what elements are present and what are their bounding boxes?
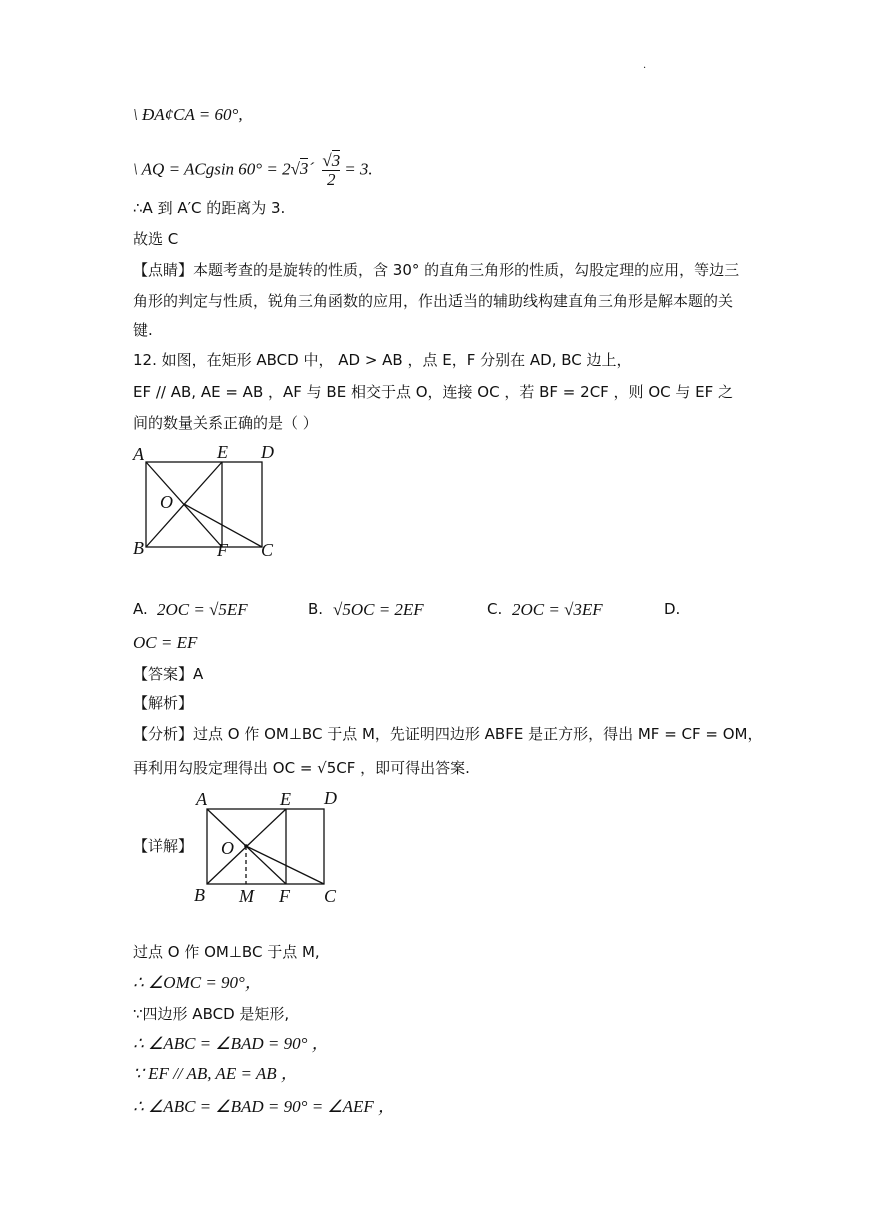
- jiexi-heading: 【解析】: [133, 694, 194, 712]
- label-E: E: [217, 442, 228, 462]
- option-c-label: C.: [487, 600, 503, 618]
- dianjing-line-3: 键.: [133, 321, 153, 339]
- label-B: B: [194, 885, 205, 905]
- option-c-text: 2OC = √3EF: [512, 600, 603, 619]
- line-3: ∴A 到 A′C 的距离为 3.: [133, 199, 286, 217]
- step-6: ∴ ∠ABC = ∠BAD = 90° = ∠AEF ，: [133, 1097, 396, 1116]
- option-d-label: D.: [664, 600, 681, 618]
- line-1: \ ÐA¢CA = 60°,: [133, 105, 243, 124]
- option-b-text: √5OC = 2EF: [333, 600, 424, 619]
- label-A: A: [196, 789, 207, 809]
- label-D: D: [261, 442, 274, 462]
- question-12-line-3: 间的数量关系正确的是（ ）: [133, 414, 318, 432]
- question-12-line-1: 12. 如图，在矩形 ABCD 中， AD > AB ，点 E，F 分别在 AD, BC 边上，: [133, 351, 632, 369]
- dianjing-line-1: 【点睛】本题考查的是旋转的性质，含 30° 的直角三角形的性质，勾股定理的应用，等边三: [133, 261, 740, 279]
- step-1: 过点 O 作 OM⊥BC 于点 M,: [133, 943, 320, 961]
- label-C: C: [261, 540, 274, 560]
- page-dot: .: [643, 60, 647, 71]
- fenxi-line-2: 再利用勾股定理得出 OC = √5CF ，即可得出答案.: [133, 759, 470, 777]
- label-C: C: [324, 886, 337, 906]
- rectangle-figure-2: [188, 788, 348, 910]
- dianjing-line-2: 角形的判定与性质，锐角三角函数的应用，作出适当的辅助线构建直角三角形是解本题的关: [133, 292, 734, 310]
- answer: 【答案】A: [133, 665, 204, 683]
- step-3: ∵四边形 ABCD 是矩形,: [133, 1005, 290, 1023]
- label-M: M: [239, 886, 254, 906]
- step-5: ∵ EF // AB, AE = AB ，: [133, 1064, 298, 1083]
- step-4: ∴ ∠ABC = ∠BAD = 90° ，: [133, 1034, 329, 1053]
- label-A: A: [133, 444, 144, 464]
- option-a-text: 2OC = √5EF: [157, 600, 248, 619]
- fenxi-line-1: 【分析】过点 O 作 OM⊥BC 于点 M，先证明四边形 ABFE 是正方形，得出 MF = CF = OM，: [133, 725, 763, 743]
- label-O: O: [221, 838, 234, 858]
- option-a-label: A.: [133, 600, 148, 618]
- rectangle-figure-1: [125, 440, 295, 565]
- label-F: F: [217, 540, 228, 560]
- line-4: 故选 C: [133, 230, 179, 248]
- label-B: B: [133, 538, 144, 558]
- label-D: D: [324, 788, 337, 808]
- option-b-label: B.: [308, 600, 324, 618]
- xiangjie-heading: 【详解】: [133, 837, 194, 855]
- step-2: ∴ ∠OMC = 90°，: [133, 973, 262, 992]
- question-12-line-2: EF // AB, AE = AB ，AF 与 BE 相交于点 O，连接 OC ，若 BF = 2CF ，则 OC 与 EF 之: [133, 383, 734, 401]
- label-O: O: [160, 492, 173, 512]
- option-d-text: OC = EF: [133, 633, 198, 652]
- label-E: E: [280, 789, 291, 809]
- label-F: F: [279, 886, 290, 906]
- line-2: \ AQ = ACgsin 60° = 2√3´ $\frac{√3}{2}$ = 3.: [133, 151, 373, 189]
